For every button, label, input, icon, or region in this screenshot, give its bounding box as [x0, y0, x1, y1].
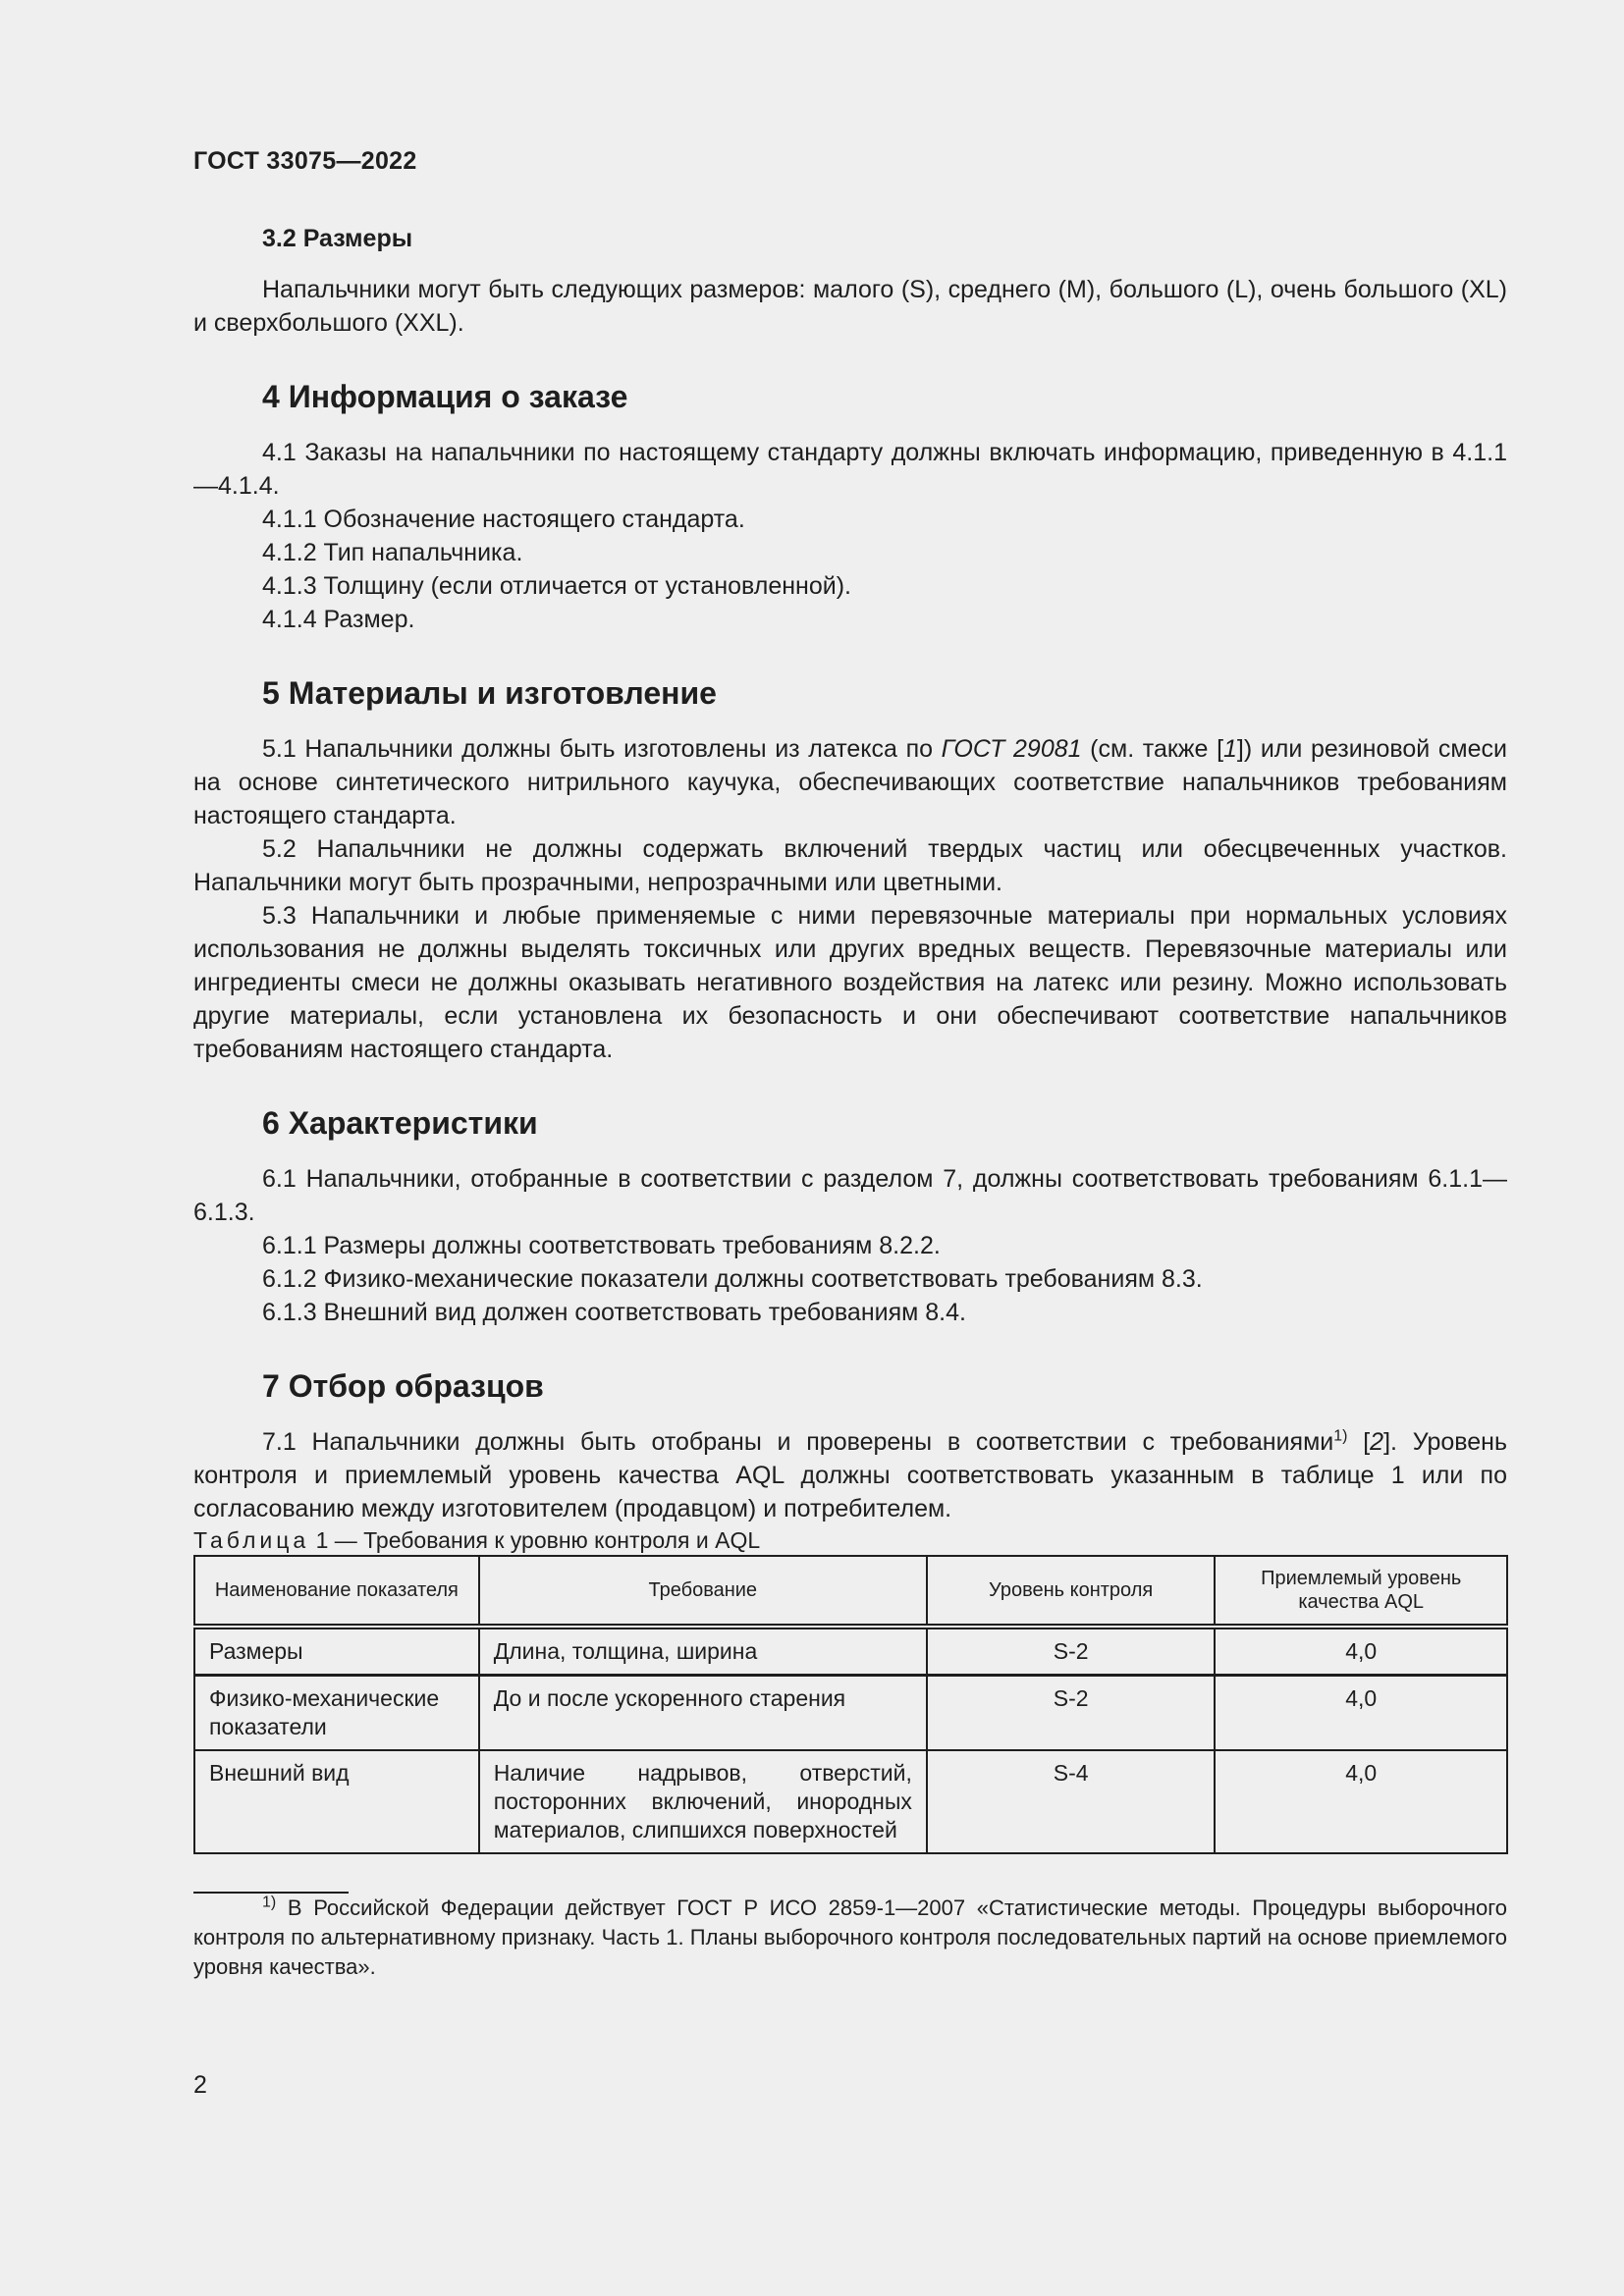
bibliography-ref: 2 — [1370, 1428, 1384, 1456]
table-cell: S-4 — [927, 1750, 1215, 1853]
section-4-title: 4 Информация о заказе — [262, 379, 628, 414]
table-cell: 4,0 — [1215, 1750, 1507, 1853]
footnote-marker: 1) — [262, 1894, 277, 1911]
section-7-1-text: 7.1 Напальчники должны быть отобраны и проверены в соответствии с требованиями$^{1)}$ [2]. Уровень контроля и приемлемый уровень качества AQL должны соответствовать указанным в таблице 1 или по согласованию между изготовителем (продавцом) и потребителем. — [193, 1427, 1508, 1522]
table-row — [194, 1627, 1507, 1676]
table-cell: Размеры — [194, 1627, 479, 1676]
list-item: 4.1.3 Толщину (если отличается от установленной). — [262, 572, 851, 600]
gost-reference-link: ГОСТ 29081 — [941, 735, 1082, 763]
list-item: 4.1.2 Тип напальчника. — [262, 539, 523, 566]
footnote: $^{1)}$ В Российской Федерации действует ГОСТ Р ИСО 2859-1—2007 «Статистические методы. Процедуры выборочного контроля по альтернативному признаку. Часть 1. Планы выборочного контроля последовательных партий на основе приемлемого уровня качества». — [193, 1894, 1507, 1979]
table-cell: Длина, толщина, ширина — [479, 1627, 927, 1676]
section-5-3-text: 5.3 Напальчники и любые применяемые с ними перевязочные материалы при нормальных условиях использования не должны выделять токсичных или других вредных веществ. Перевязочные материалы или ингредиенты смеси не должны оказывать негативного воздействия на латекс или резину. Можно использовать другие материалы, если установлена их безопасность и они обеспечивают соответствие напальчников требованиям настоящего стандарта. — [193, 902, 1507, 1063]
table-row — [194, 1676, 1507, 1751]
table-cell: Внешний вид — [194, 1750, 479, 1853]
table-cell: Наличие надрывов, отверстий, посторонних включений, инородных материалов, слипшихся поверхностей — [479, 1750, 927, 1853]
list-item: 6.1.1 Размеры должны соответствовать требованиям 8.2.2. — [262, 1232, 941, 1259]
section-5-title: 5 Материалы и изготовление — [262, 675, 717, 711]
column-header: Уровень контроля — [927, 1556, 1215, 1627]
section-5-2-text: 5.2 Напальчники не должны содержать включений твердых частиц или обесцвеченных участков. Напальчники могут быть прозрачными, непрозрачными или цветными. — [193, 835, 1507, 896]
table-row — [194, 1750, 1507, 1853]
table-cell: Физико-механические показатели — [194, 1676, 479, 1751]
section-6-1-text: 6.1 Напальчники, отобранные в соответствии с разделом 7, должны соответствовать требованиям 6.1.1—6.1.3. — [193, 1165, 1507, 1226]
document-code: ГОСТ 33075—2022 — [193, 147, 417, 175]
page-content — [193, 222, 1507, 1982]
table-cell: 4,0 — [1215, 1676, 1507, 1751]
page-number: 2 — [193, 2071, 207, 2099]
list-item: 6.1.2 Физико-механические показатели должны соответствовать требованиям 8.3. — [262, 1265, 1203, 1293]
column-header: Требование — [479, 1556, 927, 1627]
list-item: 4.1.4 Размер. — [262, 606, 415, 633]
requirements-table — [193, 1555, 1508, 1854]
column-header: Приемлемый уровень качества AQL — [1215, 1556, 1507, 1627]
section-7-title: 7 Отбор образцов — [262, 1368, 544, 1404]
bibliography-ref: 1 — [1223, 735, 1237, 763]
section-3-2-title: 3.2 Размеры — [262, 225, 413, 252]
section-3-2-text: Напальчники могут быть следующих размеров: малого (S), среднего (M), большого (L), очень большого (XL) и сверхбольшого (XXL). — [193, 276, 1507, 337]
table-header-row — [194, 1556, 1507, 1627]
section-6-title: 6 Характеристики — [262, 1105, 538, 1141]
list-item: 6.1.3 Внешний вид должен соответствовать требованиям 8.4. — [262, 1299, 966, 1326]
section-5-1-text: 5.1 Напальчники должны быть изготовлены из латекса по ГОСТ 29081 (см. также [1]) или резиновой смеси на основе синтетического нитрильного каучука, обеспечивающих соответствие напальчников требованиям настоящего стандарта. — [193, 735, 1507, 829]
table-cell: S-2 — [927, 1627, 1215, 1676]
column-header: Наименование показателя — [194, 1556, 479, 1627]
table-cell: 4,0 — [1215, 1627, 1507, 1676]
footnote-marker: 1) — [1333, 1427, 1348, 1445]
section-4-1-text: 4.1 Заказы на напальчники по настоящему стандарту должны включать информацию, приведенную в 4.1.1—4.1.4. — [193, 439, 1507, 500]
table-caption: Таблица 1 — Требования к уровню контроля и AQL — [193, 1527, 761, 1553]
table-cell: До и после ускоренного старения — [479, 1676, 927, 1751]
list-item: 4.1.1 Обозначение настоящего стандарта. — [262, 506, 745, 533]
table-cell: S-2 — [927, 1676, 1215, 1751]
